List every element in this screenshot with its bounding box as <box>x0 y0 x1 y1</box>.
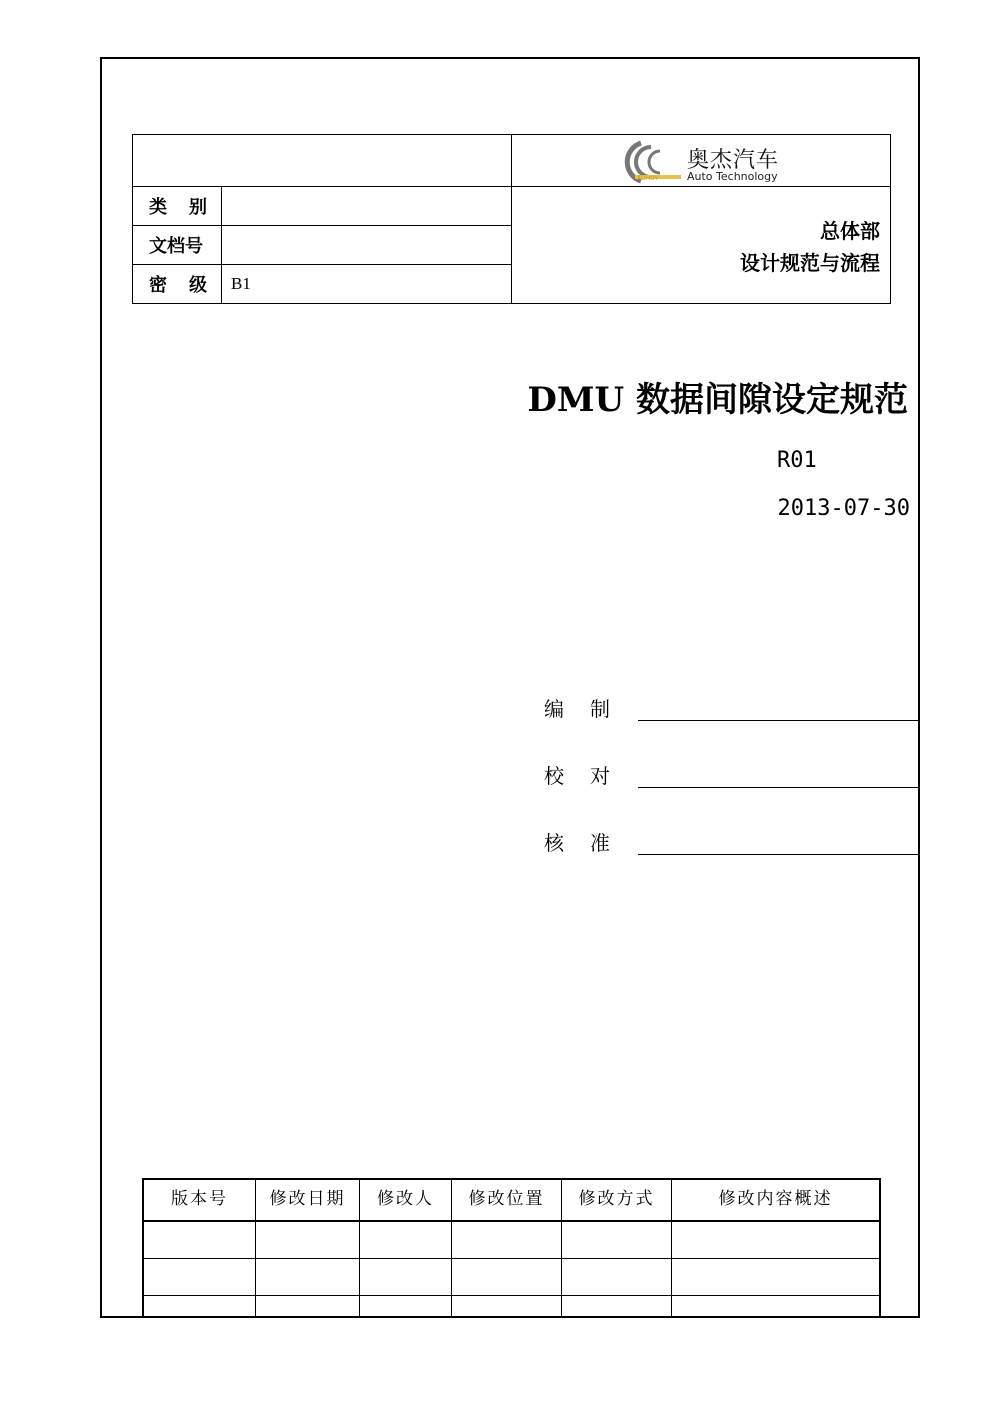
logo-company-cn: 奥杰汽车 <box>687 148 780 173</box>
revision-header-summary: 修改内容概述 <box>718 1189 833 1209</box>
logo-company-en: Auto Technology <box>687 170 778 183</box>
document-category: 设计规范与流程 <box>740 251 880 275</box>
revision-number: R01 <box>777 448 817 473</box>
approved-by-line <box>638 854 918 855</box>
department-name: 总体部 <box>820 219 880 243</box>
department-block <box>740 215 880 279</box>
prepared-by-label: 编 制 <box>544 697 610 721</box>
revision-header-date: 修改日期 <box>269 1189 346 1209</box>
header-table <box>132 134 891 304</box>
category-label: 类 别 <box>149 197 207 218</box>
document-title: DMU 数据间隙设定规范 <box>527 380 908 420</box>
revision-header-location: 修改位置 <box>468 1189 545 1209</box>
checked-by-line <box>638 787 918 788</box>
checked-by-label: 校 对 <box>544 764 610 788</box>
document-date: 2013-07-30 <box>777 496 910 521</box>
revision-header-author: 修改人 <box>377 1189 434 1209</box>
revision-table <box>142 1178 881 1318</box>
revision-header-version: 版本号 <box>171 1189 228 1209</box>
prepared-by-line <box>638 720 918 721</box>
security-level-value: B1 <box>231 274 251 293</box>
security-level-label: 密 级 <box>149 275 207 296</box>
approved-by-label: 核 准 <box>544 831 610 855</box>
logo-tiny-text: AOHUY <box>637 175 659 182</box>
doc-number-label: 文档号 <box>149 236 203 257</box>
company-logo <box>615 139 795 185</box>
revision-header-method: 修改方式 <box>578 1189 655 1209</box>
